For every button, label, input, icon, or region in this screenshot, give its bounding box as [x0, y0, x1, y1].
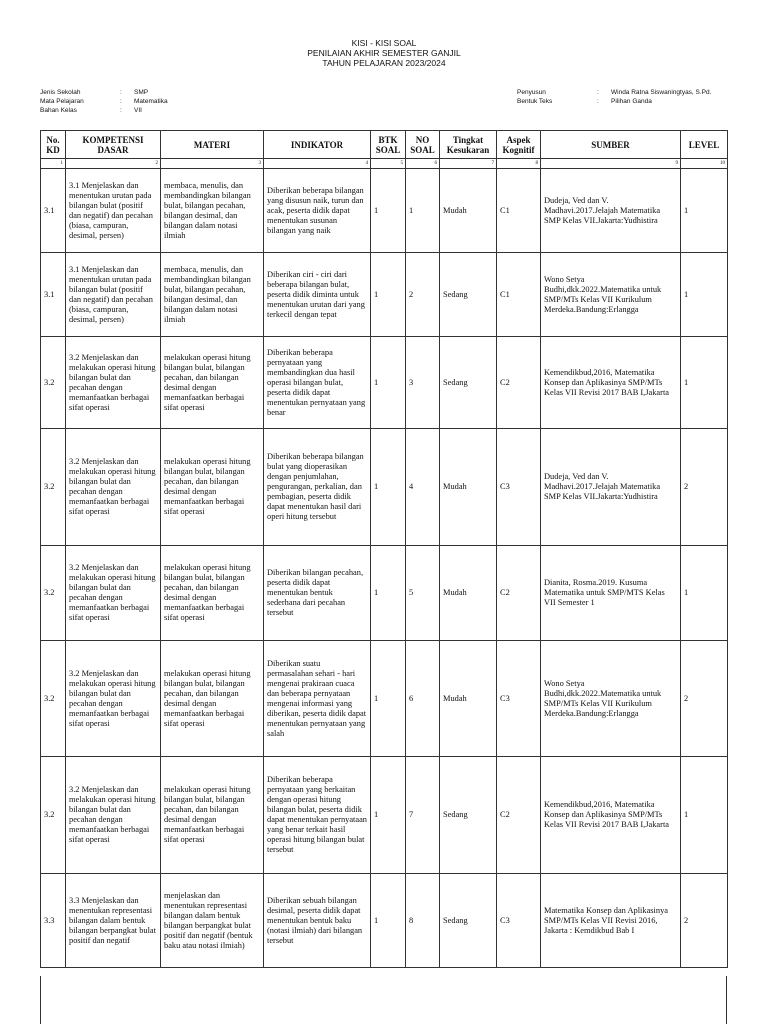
meta-label: Jenis Sekolah — [40, 89, 81, 96]
cell-btk: 1 — [371, 253, 406, 337]
cell-sumber: Matematika Konsep dan Aplikasinya SMP/MTs Kelas VII Revisi 2016, Jakarta : Kemdikbud Bab I — [541, 874, 681, 968]
cell-tingkat: Sedang — [440, 337, 497, 429]
cell-sumber: Kemendikbud,2016, Matematika Konsep dan Aplikasinya SMP/MTs Kelas VII Revisi 2017 BAB I,Jakarta — [541, 757, 681, 874]
column-number: 7 — [440, 159, 497, 169]
cell-no: 1 — [406, 169, 440, 253]
col-header: NO SOAL — [406, 131, 440, 159]
cell-level: 1 — [681, 757, 728, 874]
cell-indikator: Diberikan beberapa pernyataan yang membandingkan dua hasil operasi bilangan bulat, peserta didik dapat menentukan pernyataan yang benar — [264, 337, 371, 429]
cell-tingkat: Mudah — [440, 546, 497, 641]
meta-value: Winda Ratna Siswaningtyas, S.Pd. — [611, 89, 712, 96]
cell-kd: 3.3 — [41, 874, 66, 968]
header-year: TAHUN PELAJARAN 2023/2024 — [322, 58, 446, 68]
col-header: SUMBER — [541, 131, 681, 159]
cell-aspek: C1 — [497, 253, 541, 337]
cell-kompetensi: 3.3 Menjelaskan dan menentukan representasi bilangan dalam bentuk bilangan berpangkat bulat positif dan negatif — [66, 874, 161, 968]
cell-btk: 1 — [371, 874, 406, 968]
table-header-row — [41, 131, 728, 159]
table-row — [41, 757, 728, 874]
cell-materi: membaca, menulis, dan membandingkan bilangan bulat, bilangan pecahan, bilangan desimal, dan bilangan dalam notasi ilmiah — [161, 253, 264, 337]
cell-kompetensi: 3.2 Menjelaskan dan melakukan operasi hitung bilangan bulat dan pecahan dengan memanfaatkan berbagai sifat operasi — [66, 641, 161, 757]
cell-aspek: C3 — [497, 641, 541, 757]
cell-indikator: Diberikan bilangan pecahan, peserta didik dapat menentukan bentuk sederhana dari pecahan tersebut — [264, 546, 371, 641]
cell-indikator: Diberikan beberapa bilangan yang disusun naik, turun dan acak, peserta didik dapat menentukan susunan bilangan yang naik — [264, 169, 371, 253]
header-title: KISI - KISI SOAL — [351, 38, 417, 48]
table-row — [41, 169, 728, 253]
cell-kd: 3.2 — [41, 757, 66, 874]
cell-btk: 1 — [371, 757, 406, 874]
column-number: 5 — [371, 159, 406, 169]
cell-level: 2 — [681, 641, 728, 757]
table-continuation — [40, 976, 727, 1024]
cell-materi: membaca, menulis, dan membandingkan bilangan bulat, bilangan pecahan, bilangan desimal, dan bilangan dalam notasi ilmiah — [161, 169, 264, 253]
cell-no: 8 — [406, 874, 440, 968]
meta-label: Bentuk Teks — [517, 98, 553, 105]
cell-indikator: Diberikan suatu permasalahan sehari - hari mengenai prakiraan cuaca dan beberapa pernyataan mengenai informasi yang diberikan, peserta didik dapat menentukan pernyataan yang salah — [264, 641, 371, 757]
cell-no: 6 — [406, 641, 440, 757]
cell-kompetensi: 3.1 Menjelaskan dan menentukan urutan pada bilangan bulat (positif dan negatif) dan pecahan (biasa, campuran, desimal, persen) — [66, 253, 161, 337]
table-row — [41, 546, 728, 641]
cell-tingkat: Sedang — [440, 253, 497, 337]
cell-tingkat: Mudah — [440, 641, 497, 757]
cell-aspek: C3 — [497, 429, 541, 546]
col-header: LEVEL — [681, 131, 728, 159]
cell-kd: 3.1 — [41, 253, 66, 337]
cell-no: 4 — [406, 429, 440, 546]
cell-level: 1 — [681, 546, 728, 641]
cell-materi: melakukan operasi hitung bilangan bulat, bilangan pecahan, dan bilangan desimal dengan memanfaatkan berbagai sifat operasi — [161, 641, 264, 757]
col-header: MATERI — [161, 131, 264, 159]
cell-kompetensi: 3.2 Menjelaskan dan melakukan operasi hitung bilangan bulat dan pecahan dengan memanfaatkan berbagai sifat operasi — [66, 429, 161, 546]
cell-indikator: Diberikan beberapa pernyataan yang berkaitan dengan operasi hitung bilangan bulat, peserta didik dapat menentukan pernyataan yang benar terkait hasil operasi hitung bilangan bulat tersebut — [264, 757, 371, 874]
cell-level: 1 — [681, 169, 728, 253]
document-header — [0, 38, 768, 68]
cell-kd: 3.2 — [41, 546, 66, 641]
cell-no: 5 — [406, 546, 440, 641]
cell-indikator: Diberikan ciri - ciri dari beberapa bilangan bulat, peserta didik diminta untuk menentukan urutan dari yang terkecil dengan tepat — [264, 253, 371, 337]
column-number: 9 — [541, 159, 681, 169]
cell-indikator: Diberikan sebuah bilangan desimal, peserta didik dapat menentukan bentuk baku (notasi ilmiah) dari bilangan tersebut — [264, 874, 371, 968]
table-row — [41, 337, 728, 429]
cell-materi: melakukan operasi hitung bilangan bulat, bilangan pecahan, dan bilangan desimal dengan memanfaatkan berbagai sifat operasi — [161, 546, 264, 641]
meta-label: Bahan Kelas — [40, 107, 77, 114]
column-number: 6 — [406, 159, 440, 169]
cell-kd: 3.2 — [41, 641, 66, 757]
cell-no: 3 — [406, 337, 440, 429]
cell-indikator: Diberikan beberapa bilangan bulat yang dioperasikan dengan penjumlahan, pengurangan, perkalian, dan pembagian, peserta didik dapat menentukan hasil dari operi hitung tersebut — [264, 429, 371, 546]
cell-kompetensi: 3.2 Menjelaskan dan melakukan operasi hitung bilangan bulat dan pecahan dengan memanfaatkan berbagai sifat operasi — [66, 337, 161, 429]
meta-value: Pilihan Ganda — [611, 98, 652, 105]
col-header: Aspek Kognitif — [497, 131, 541, 159]
meta-value: SMP — [134, 89, 149, 96]
cell-tingkat: Sedang — [440, 757, 497, 874]
col-header: KOMPETENSI DASAR — [66, 131, 161, 159]
table-row — [41, 874, 728, 968]
cell-kd: 3.2 — [41, 429, 66, 546]
meta-value: Matematika — [134, 98, 168, 105]
column-number: 1 — [41, 159, 66, 169]
table-row — [41, 253, 728, 337]
cell-level: 2 — [681, 429, 728, 546]
cell-level: 1 — [681, 337, 728, 429]
header-subtitle: PENILAIAN AKHIR SEMESTER GANJIL — [307, 48, 461, 58]
cell-tingkat: Mudah — [440, 429, 497, 546]
cell-kd: 3.1 — [41, 169, 66, 253]
cell-btk: 1 — [371, 169, 406, 253]
col-header: INDIKATOR — [264, 131, 371, 159]
meta-value: VII — [134, 107, 142, 114]
cell-sumber: Dudeja, Ved dan V. Madhavi.2017.Jelajah Matematika SMP Kelas VII.Jakarta:Yudhistira — [541, 429, 681, 546]
meta-label: Penyusun — [517, 89, 546, 96]
column-number: 3 — [161, 159, 264, 169]
cell-sumber: Dianita, Rosma.2019. Kusuma Matematika untuk SMP/MTS Kelas VII Semester 1 — [541, 546, 681, 641]
cell-kompetensi: 3.2 Menjelaskan dan melakukan operasi hitung bilangan bulat dan pecahan dengan memanfaatkan berbagai sifat operasi — [66, 546, 161, 641]
col-header: Tingkat Kesukaran — [440, 131, 497, 159]
col-header: No. KD — [41, 131, 66, 159]
meta-left: Jenis Sekolah : SMP Mata Pelajaran : Matematika Bahan Kelas : VII — [40, 89, 168, 114]
cell-materi: melakukan operasi hitung bilangan bulat, bilangan pecahan, dan bilangan desimal dengan memanfaatkan berbagai sifat operasi — [161, 757, 264, 874]
cell-level: 2 — [681, 874, 728, 968]
cell-aspek: C3 — [497, 874, 541, 968]
column-number-row — [41, 159, 728, 169]
cell-tingkat: Sedang — [440, 874, 497, 968]
cell-no: 2 — [406, 253, 440, 337]
cell-btk: 1 — [371, 641, 406, 757]
cell-tingkat: Mudah — [440, 169, 497, 253]
cell-sumber: Kemendikbud,2016, Matematika Konsep dan Aplikasinya SMP/MTs Kelas VII Revisi 2017 BAB I,Jakarta — [541, 337, 681, 429]
column-number: 8 — [497, 159, 541, 169]
cell-aspek: C2 — [497, 546, 541, 641]
cell-sumber: Dudeja, Ved dan V. Madhavi.2017.Jelajah Matematika SMP Kelas VII.Jakarta:Yudhistira — [541, 169, 681, 253]
col-header: BTK SOAL — [371, 131, 406, 159]
cell-level: 1 — [681, 253, 728, 337]
cell-btk: 1 — [371, 337, 406, 429]
cell-sumber: Wono Setya Budhi,dkk.2022.Matematika untuk SMP/MTs Kelas VII Kurikulum Merdeka.Bandung:Erlangga — [541, 641, 681, 757]
cell-no: 7 — [406, 757, 440, 874]
column-number: 4 — [264, 159, 371, 169]
cell-kompetensi: 3.2 Menjelaskan dan melakukan operasi hitung bilangan bulat dan pecahan dengan memanfaatkan berbagai sifat operasi — [66, 757, 161, 874]
cell-materi: menjelaskan dan menentukan representasi bilangan dalam bentuk bilangan berpangkat bulat positif dan negatif (bentuk baku atau notasi ilmiah) — [161, 874, 264, 968]
column-number: 10 — [681, 159, 728, 169]
meta-label: Mata Pelajaran — [40, 98, 84, 105]
cell-materi: melakukan operasi hitung bilangan bulat, bilangan pecahan, dan bilangan desimal dengan memanfaatkan berbagai sifat operasi — [161, 337, 264, 429]
cell-kompetensi: 3.1 Menjelaskan dan menentukan urutan pada bilangan bulat (positif dan negatif) dan pecahan (biasa, campuran, desimal, persen) — [66, 169, 161, 253]
cell-materi: melakukan operasi hitung bilangan bulat, bilangan pecahan, dan bilangan desimal dengan memanfaatkan berbagai sifat operasi — [161, 429, 264, 546]
cell-btk: 1 — [371, 546, 406, 641]
cell-btk: 1 — [371, 429, 406, 546]
cell-sumber: Wono Setya Budhi,dkk.2022.Matematika untuk SMP/MTs Kelas VII Kurikulum Merdeka.Bandung:Erlangga — [541, 253, 681, 337]
cell-aspek: C2 — [497, 757, 541, 874]
table-row — [41, 641, 728, 757]
meta-right: Penyusun : Winda Ratna Siswaningtyas, S.Pd. Bentuk Teks : Pilihan Ganda — [517, 89, 712, 105]
cell-aspek: C1 — [497, 169, 541, 253]
table-row — [41, 429, 728, 546]
cell-aspek: C2 — [497, 337, 541, 429]
kisi-table — [40, 130, 728, 968]
column-number: 2 — [66, 159, 161, 169]
cell-kd: 3.2 — [41, 337, 66, 429]
